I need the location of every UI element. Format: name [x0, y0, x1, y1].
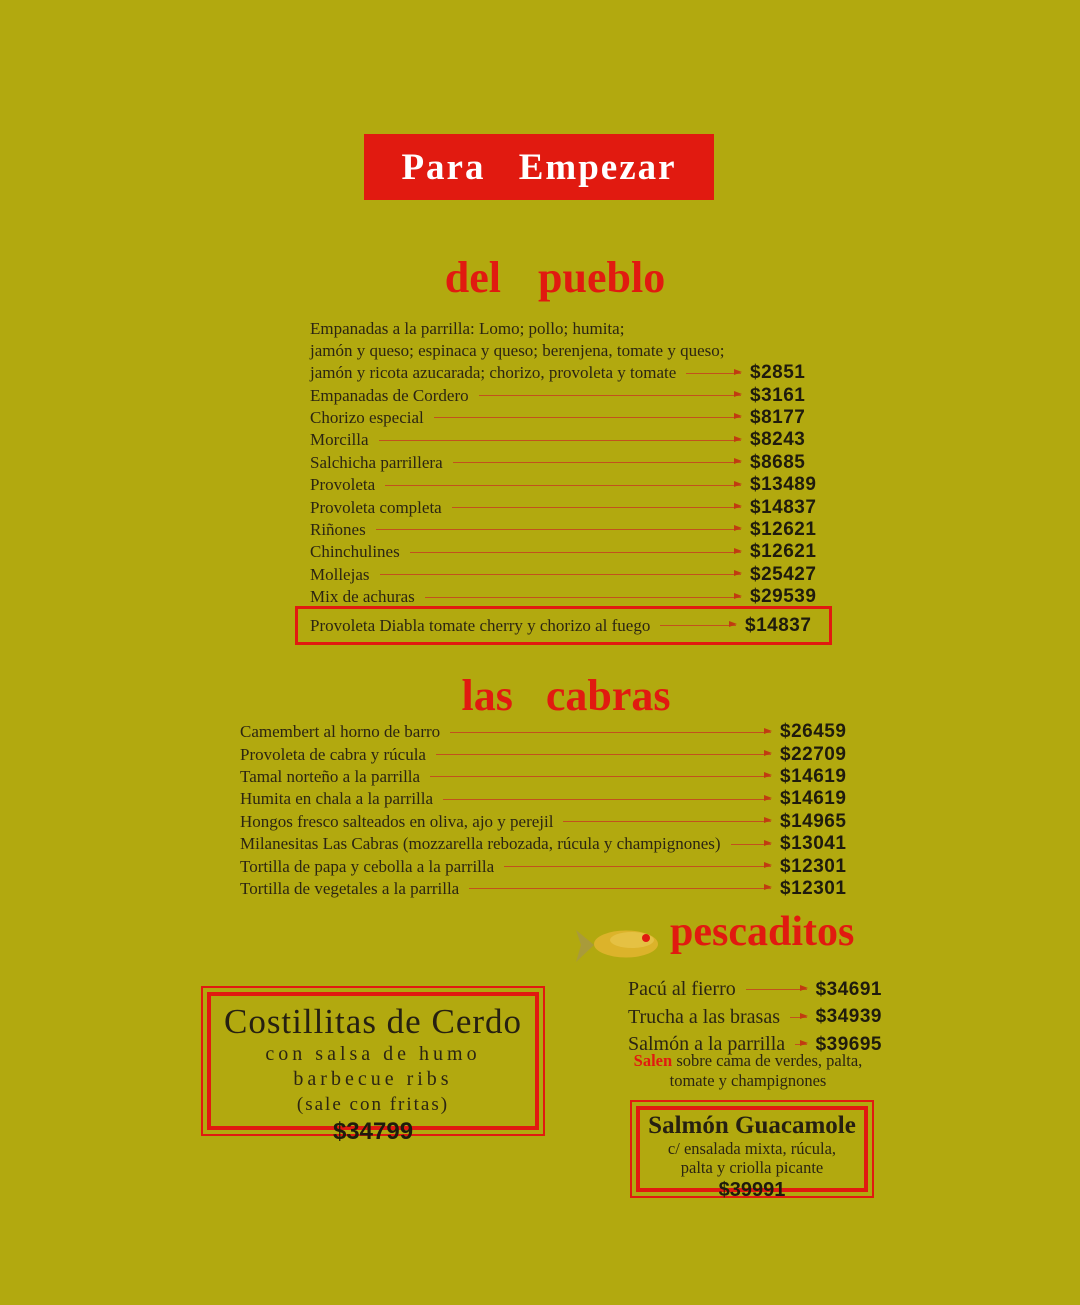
- boxed-item-line: palta y criolla picante: [680, 1157, 824, 1177]
- table-row: [310, 384, 822, 406]
- boxed-item-price: $39991: [718, 1179, 786, 1201]
- item-name: Provoleta completa: [310, 497, 442, 517]
- boxed-item-title: Costillitas de Cerdo: [223, 1002, 523, 1041]
- item-name-line: Empanadas a la parrilla: Lomo; pollo; humita;: [310, 319, 625, 338]
- leader-line: [436, 754, 771, 755]
- item-name: Provoleta Diabla tomate cherry y chorizo al fuego: [310, 615, 651, 635]
- item-price: $34691: [815, 978, 882, 1000]
- note-highlight: Salen: [633, 1051, 673, 1070]
- item-name: Tortilla de vegetales a la parrilla: [240, 878, 460, 898]
- table-row: [240, 833, 852, 855]
- boxed-special-costillitas: [201, 986, 545, 1145]
- table-row: [310, 586, 822, 608]
- menu-title: Para Empezar: [401, 146, 677, 188]
- item-name: Camembert al horno de barro: [240, 722, 441, 742]
- section-heading-las-cabras: las cabras: [461, 671, 671, 720]
- item-name: Salmón a la parrilla: [628, 1033, 786, 1056]
- item-price: $12301: [780, 877, 847, 899]
- table-row: [240, 766, 852, 788]
- leader-line: [790, 1017, 807, 1018]
- leader-line: [469, 888, 771, 889]
- boxed-item-line: (sale con fritas): [296, 1094, 450, 1115]
- leader-line: [434, 417, 741, 418]
- leader-line: [450, 732, 771, 733]
- las-cabras-item-list: [240, 721, 852, 900]
- table-row: [310, 407, 822, 429]
- table-row: [240, 855, 852, 877]
- item-price: $29539: [750, 586, 817, 608]
- leader-line: [430, 776, 771, 777]
- leader-line: [563, 821, 771, 822]
- table-row: [628, 1004, 882, 1032]
- item-name: Mix de achuras: [310, 587, 415, 607]
- leader-line: [385, 485, 741, 486]
- item-price: $14965: [780, 810, 847, 832]
- leader-line: [731, 844, 771, 845]
- table-row: [310, 452, 822, 474]
- item-price: $14619: [780, 788, 847, 810]
- leader-line: [504, 866, 771, 867]
- item-price: $8243: [750, 429, 806, 451]
- item-name-line: jamón y queso; espinaca y queso; berenjena, tomate y queso;: [310, 341, 725, 360]
- item-price: $3161: [750, 384, 806, 406]
- table-row: [310, 474, 822, 496]
- table-row: [310, 429, 822, 451]
- item-price: $13041: [780, 833, 847, 855]
- item-price: $13489: [750, 474, 817, 496]
- table-row: [628, 976, 882, 1004]
- table-row: [240, 743, 852, 765]
- table-row: [240, 788, 852, 810]
- boxed-item-title: Salmón Guacamole: [648, 1112, 856, 1139]
- boxed-item-line: barbecue ribs: [293, 1068, 453, 1090]
- item-price: $22709: [780, 743, 847, 765]
- leader-line: [795, 1044, 806, 1045]
- item-name: jamón y ricota azucarada; chorizo, provoleta y tomate: [310, 363, 677, 383]
- leader-line: [379, 440, 741, 441]
- boxed-special-provoleta-diabla: [295, 606, 832, 645]
- section-heading-pescaditos: pescaditos: [670, 909, 855, 955]
- item-name: Pacú al fierro: [628, 978, 736, 1001]
- leader-line: [425, 597, 741, 598]
- item-price: $8685: [750, 451, 806, 473]
- table-row: [240, 811, 852, 833]
- item-price: $14837: [750, 496, 817, 518]
- item-price: $8177: [750, 406, 806, 428]
- item-name: Trucha a las brasas: [628, 1005, 781, 1028]
- item-name: Morcilla: [310, 430, 369, 450]
- table-row: [240, 721, 852, 743]
- leader-line: [479, 395, 741, 396]
- leader-line: [686, 373, 741, 374]
- item-name: Milanesitas Las Cabras (mozzarella rebozada, rúcula y champignones): [240, 834, 721, 854]
- table-row: [240, 878, 852, 900]
- table-row: [310, 496, 822, 518]
- item-price: $12621: [750, 518, 817, 540]
- boxed-item-line: c/ ensalada mixta, rúcula,: [667, 1139, 837, 1158]
- item-name: Mollejas: [310, 564, 370, 584]
- leader-line: [452, 507, 741, 508]
- item-price: $39695: [815, 1033, 882, 1055]
- item-name: Humita en chala a la parrilla: [240, 789, 434, 809]
- leader-line: [380, 574, 742, 575]
- item-price: $12621: [750, 541, 817, 563]
- item-price: $26459: [780, 721, 847, 743]
- item-name: Salchicha parrillera: [310, 452, 443, 472]
- item-price: $2851: [750, 362, 806, 384]
- boxed-special-inner: [207, 992, 539, 1145]
- boxed-item-line: con salsa de humo: [265, 1043, 481, 1065]
- pescaditos-note: [608, 1051, 888, 1091]
- table-row: [310, 362, 822, 384]
- boxed-item-price: $34799: [332, 1118, 414, 1145]
- item-name: Chorizo especial: [310, 407, 424, 427]
- menu-title-banner: [364, 134, 714, 200]
- leader-line: [453, 462, 741, 463]
- item-price: $14837: [745, 614, 812, 636]
- note-text-line2: tomate y champignones: [669, 1071, 827, 1090]
- table-row: [310, 519, 822, 541]
- leader-line: [443, 799, 771, 800]
- item-price: $12301: [780, 855, 847, 877]
- item-name: Empanadas de Cordero: [310, 385, 469, 405]
- item-name: Provoleta de cabra y rúcula: [240, 744, 426, 764]
- item-name: Tortilla de papa y cebolla a la parrilla: [240, 856, 495, 876]
- leader-line: [746, 989, 807, 990]
- item-name: Riñones: [310, 519, 366, 539]
- section-heading-del-pueblo: del pueblo: [444, 253, 666, 302]
- note-text: sobre cama de verdes, palta,: [672, 1051, 863, 1070]
- boxed-special-salmon-guacamole: [630, 1100, 874, 1201]
- table-row: [310, 541, 822, 563]
- item-price: $14619: [780, 765, 847, 787]
- del-pueblo-item-list: [310, 318, 822, 608]
- item-name: Hongos fresco salteados en oliva, ajo y perejil: [240, 811, 554, 831]
- item-name: Tamal norteño a la parrilla: [240, 766, 421, 786]
- fish-icon: [574, 922, 668, 968]
- leader-line: [376, 529, 741, 530]
- leader-line: [410, 552, 741, 553]
- leader-line: [660, 625, 736, 626]
- item-name: Provoleta: [310, 475, 376, 495]
- item-price: $34939: [815, 1006, 882, 1028]
- item-name: Chinchulines: [310, 542, 400, 562]
- item-price: $25427: [750, 563, 817, 585]
- boxed-special-inner: [636, 1106, 868, 1201]
- pescaditos-item-list: [628, 976, 882, 1059]
- table-row: [310, 564, 822, 586]
